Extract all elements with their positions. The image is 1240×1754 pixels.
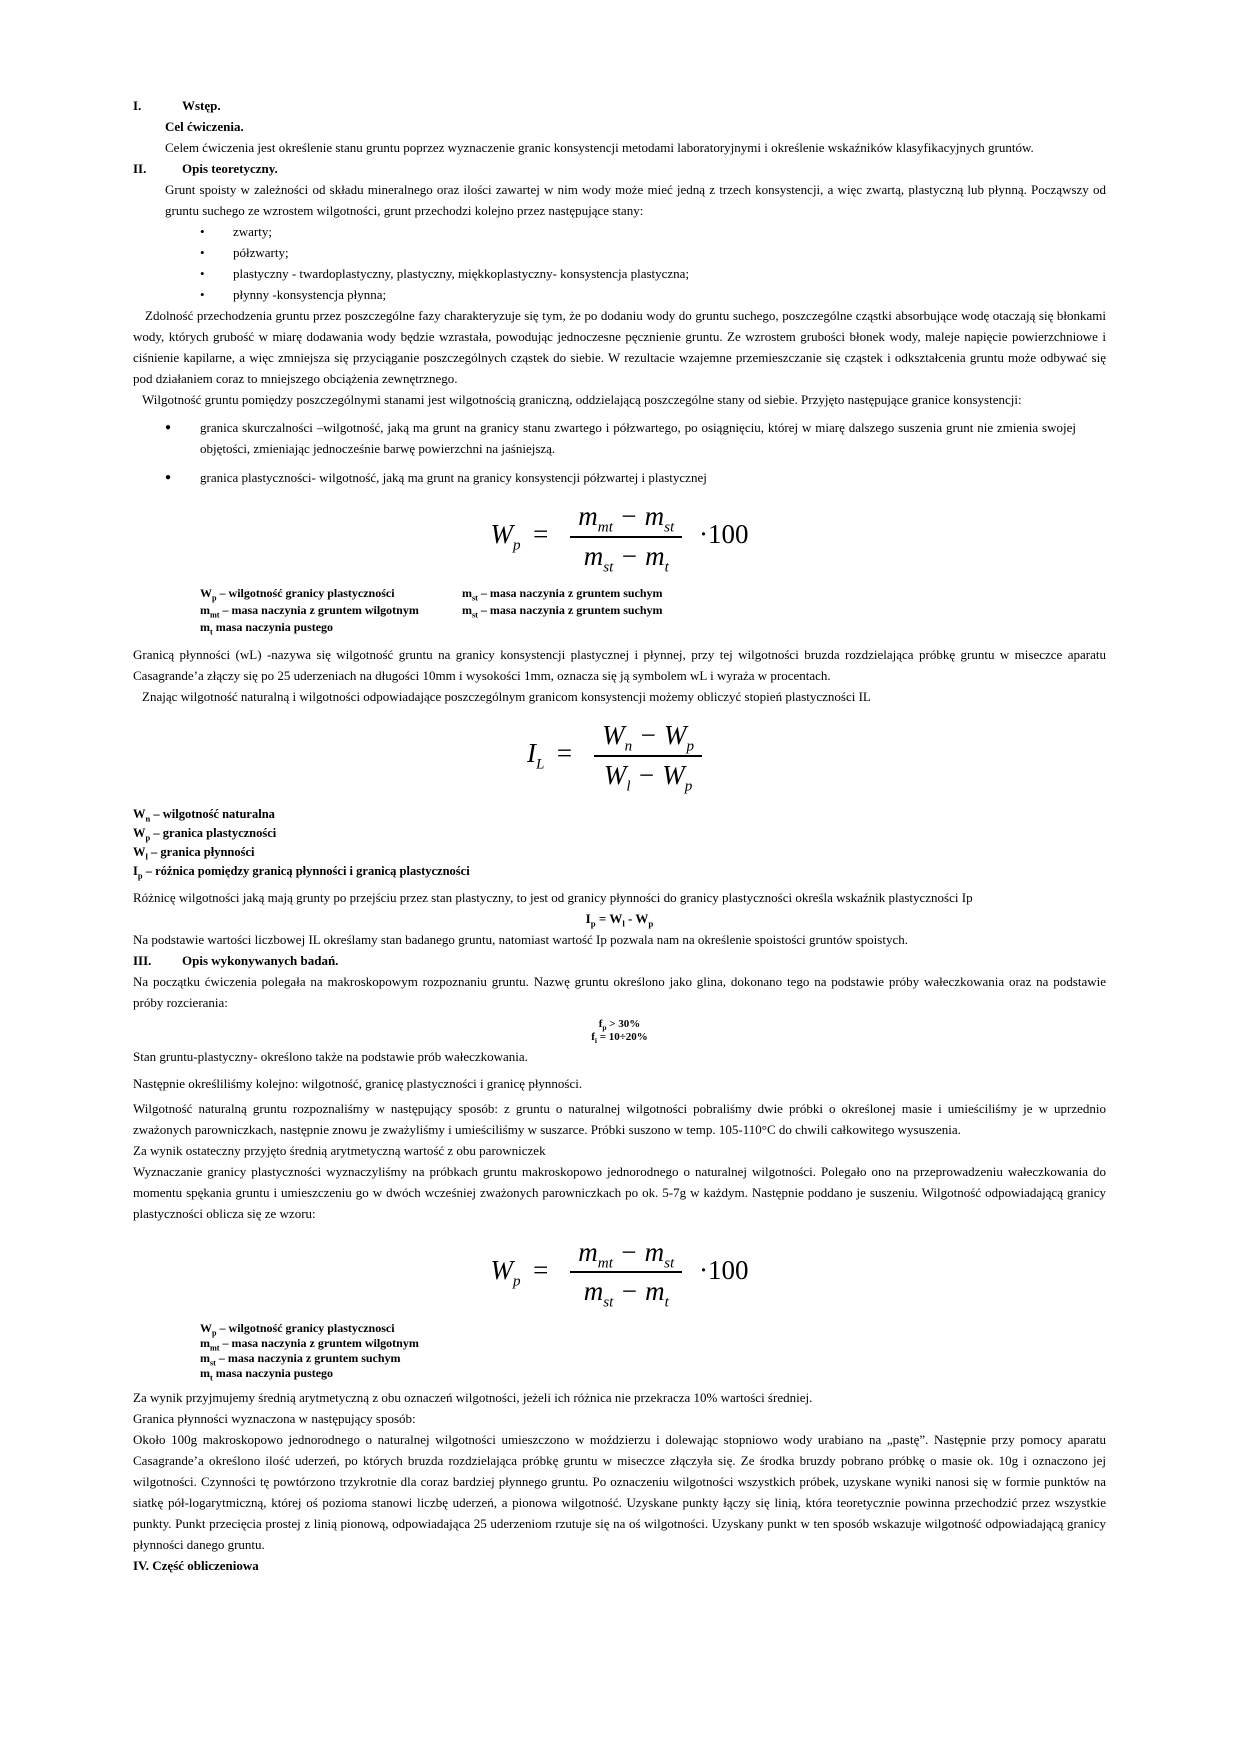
il-definitions bbox=[133, 805, 1106, 881]
equals-sign: = bbox=[555, 738, 574, 769]
paragraph-intro: Celem ćwiczenia jest określenie stanu gruntu poprzez wyznaczenie granic konsystencji metodami laboratoryjnymi i określenie wskaźników klasyfikacyjnych gruntów. bbox=[165, 140, 1034, 155]
paragraph-liquid-limit: Granicą płynności (wL) -nazywa się wilgotność gruntu na granicy konsystencji plastycznej i płynnej, przy tej wilgotności bruzda rozdzielająca próbkę gruntu w miseczce aparatu Casagrande’a złączy się po 25 uderzeniach na długości 10mm i wysokości 1mm, oznacza się ją symbolem wL i wyraża w procentach. bbox=[133, 647, 1106, 684]
math-lhs: $W_p$ bbox=[490, 518, 521, 554]
numerator: $W_n - W_p$ bbox=[594, 721, 702, 757]
list-item-state: • półzwarty; bbox=[233, 242, 1106, 263]
paragraph-research-9: Około 100g makroskopowo jednorodnego o naturalnej wilgotności umieszczono w moździerzu i dolewając stopniowo wody urabiano na „pastę”. Następnie przy pomocy aparatu Casagrande’a określono ilość uderzeń, po których bruzda rozdzielająca próbkę gruntu w miseczce złączyła się. Ze środka bruzdy pobrano próbkę o masie ok. 10g i oznaczono jej wilgotności. Czynności tę powtórzono trzykrotnie dla coraz bardziej płynnego gruntu. Po oznaczeniu wilgotności wszystkich próbek, uzyskane wyniki nanosi się w formie punktów na siatkę pół-logarytmiczną, której oś pozioma stanowi liczbę uderzeń, a pionowa wilgotność. Uzyskane punkty łączy się linią, która teoretycznie powinna przechodzić przez wszystkie punkty. Punkt przecięcia prostej z linią pionową, odpowiadająca 25 uderzeniom rzutuje się na oś wilgotności. Uzyskany punkt w ten sposób wskazuje wilgotność odpowiadającą granicy płynności danego gruntu. bbox=[133, 1432, 1106, 1553]
paragraph-research-8: Granica płynności wyznaczona w następujący sposób: bbox=[133, 1411, 416, 1427]
fraction bbox=[570, 1236, 682, 1311]
multiplier: ·100 bbox=[698, 518, 749, 549]
definition-row bbox=[200, 602, 1106, 619]
denominator: $m_{st} - m_t$ bbox=[583, 540, 669, 576]
math-lhs: $I_L$ bbox=[527, 738, 545, 773]
equals-sign: = bbox=[531, 518, 550, 549]
numerator: $m_{mt} - m_{st}$ bbox=[570, 502, 682, 538]
rolling-test-criteria bbox=[133, 1018, 1106, 1044]
definition-item: $I_p$ – różnica pomiędzy granicą płynności i granicą plastyczności bbox=[133, 863, 470, 881]
definition-item: $m_{st}$ – masa naczynia z gruntem suchym bbox=[462, 603, 663, 620]
list-item-limit: ● granica plastyczności- wilgotność, jaką ma grunt na granicy konsystencji półzwartej i plastycznej bbox=[200, 467, 1106, 488]
section-title: IV. Część obliczeniowa bbox=[133, 1558, 259, 1574]
paragraph-theory-3: Wilgotność gruntu pomiędzy poszczególnymi stanami jest wilgotnością graniczną, oddzielającą poszczególne stany od siebie. Przyjęto następujące granice konsystencji: bbox=[142, 392, 1022, 407]
definition-row bbox=[200, 619, 1106, 636]
paragraph-research-3: Następnie określiliśmy kolejno: wilgotność, granicę plastyczności i granicę płynności. bbox=[133, 1075, 583, 1091]
section-heading-2 bbox=[133, 158, 1106, 179]
paragraph-theory-1: Grunt spoisty w zależności od składu mineralnego oraz ilości zawartej w nim wody może mieć jedną z trzech konsystencji, a więc zwartą, plastyczną lub płynną. Począwszy od gruntu suchego ze wzrostem wilgotności, grunt przechodzi kolejno przez następujące stany: bbox=[165, 182, 1106, 218]
paragraph-il-interpretation: Na podstawie wartości liczbowej IL określamy stan badanego gruntu, natomiast wartość Ip pozwala nam na określenie spoistości gruntów spoistych. bbox=[133, 931, 908, 947]
fraction bbox=[594, 720, 702, 795]
definition-item: $W_n$ – wilgotność naturalna bbox=[133, 806, 275, 824]
fraction bbox=[570, 501, 682, 576]
wp2-definitions bbox=[200, 1321, 1106, 1381]
paragraph-plasticity-index: Różnicę wilgotności jaką mają grunty po przejściu przez stan plastyczny, to jest od granicy płynności do granicy plastyczności określa wskaźnik plastyczności Ip bbox=[133, 889, 973, 905]
criterion-line: $f_p > 30\%$ bbox=[598, 1017, 641, 1032]
section-heading-3 bbox=[133, 950, 1106, 971]
subheading-cel-cwiczenia: Cel ćwiczenia. bbox=[165, 119, 244, 134]
equation-plasticity-index: $I_p = W_l - W_p$ bbox=[585, 910, 654, 929]
section-number: I. bbox=[133, 98, 142, 113]
list-item-limit: ● granica skurczalności –wilgotność, jaką ma grunt na granicy stanu zwartego i półzwartego, po osiągnięciu, której w miarę dalszego suszenia grunt nie zmienia swojej objętości, zmieniając jednocześnie barwę powierzchni na jaśniejszą. bbox=[200, 417, 1106, 459]
section-heading-4 bbox=[133, 1555, 1106, 1576]
paragraph-research-6: Wyznaczanie granicy plastyczności wyznaczyliśmy na próbkach gruntu makroskopowo jednorodnego o naturalnej wilgotności. Polegało ono na przeprowadzeniu wałeczkowania do momentu spękania gruntu i umieszczeniu go w dwóch wcześniej zważonych parowniczkach po ok. 5-7g w każdym. Następnie poddano je suszeniu. Wilgotność odpowiadającą granicy plastyczności oblicza się ze wzoru: bbox=[133, 1163, 1106, 1221]
denominator: $m_{st} - m_t$ bbox=[583, 1276, 669, 1311]
definition-item: $m_{st}$ – masa naczynia z gruntem suchym bbox=[200, 1351, 401, 1368]
section-number: II. bbox=[133, 161, 147, 176]
math-lhs: $W_p$ bbox=[490, 1254, 521, 1290]
paragraph-research-4: Wilgotność naturalną gruntu rozpoznaliśmy w następujący sposób: z gruntu o naturalnej wilgotności pobraliśmy dwie próbki o określonej masie i umieściliśmy je w uprzednio zważonych parowniczkach, następnie znowu je zważyliśmy i umieściliśmy w suszarce. Próbki suszono w temp. 105-110°C do chwili całkowitego wysuszenia. bbox=[133, 1100, 1106, 1137]
paragraph-research-1: Na początku ćwiczenia polegała na makroskopowym rozpoznaniu gruntu. Nazwę gruntu określono jako glina, dokonano tego na podstawie próby wałeczkowania oraz na podstawie próby rozcierania: bbox=[133, 973, 1106, 1010]
multiplier: ·100 bbox=[698, 1254, 749, 1285]
list-item-state: • plastyczny - twardoplastyczny, plastyczny, miękkoplastyczny- konsystencja plastyczna; bbox=[233, 263, 1106, 284]
section-title: Wstęp. bbox=[182, 98, 221, 113]
paragraph-theory-2: Zdolność przechodzenia gruntu przez poszczególne fazy charakteryzuje się tym, że po dodaniu wody do gruntu suchego, poszczególne cząstki absorbujące wodę otaczają się błonkami wody, których grubość w miarę dodawania wody będzie wzrastała, powodując jednoczesne pęcznienie gruntu. Ze wzrostem grubości błonek wody, maleje napięcie powierzchniowe i ciśnienie kapilarne, a więc zmniejsza się przyciąganie poszczególnych cząstek do siebie. W rezultacie wzajemne przemieszczanie się cząstek i odkształcenia gruntu może odbywać się pod działaniem coraz to mniejszego obciążenia zewnętrznego. bbox=[133, 308, 1106, 386]
definition-item: $m_t$ masa naczynia pustego bbox=[200, 620, 334, 637]
definition-item: $W_l$ – granica płynności bbox=[133, 844, 255, 862]
equals-sign: = bbox=[531, 1254, 550, 1285]
soil-states-list bbox=[133, 221, 1106, 305]
definition-item: $W_p$ – wilgotność granicy plastyczności bbox=[200, 586, 395, 603]
definition-row bbox=[200, 585, 1106, 602]
criterion-line: $f_i = 10\div 20\%$ bbox=[591, 1030, 648, 1045]
denominator: $W_l - W_p$ bbox=[603, 760, 693, 795]
definition-item: $m_{st}$ – masa naczynia z gruntem suchym bbox=[462, 586, 663, 603]
definition-item: $W_p$ – wilgotność granicy plastycznosci bbox=[200, 1321, 395, 1338]
definition-item: $m_{mt}$ – masa naczynia z gruntem wilgotnym bbox=[200, 1336, 419, 1353]
numerator: $m_{mt} - m_{st}$ bbox=[570, 1238, 682, 1274]
definition-item: $m_t$ masa naczynia pustego bbox=[200, 1366, 334, 1383]
section-title: Opis wykonywanych badań. bbox=[182, 952, 339, 968]
formula-plastic-limit-2 bbox=[133, 1236, 1106, 1311]
list-item-state: • płynny -konsystencja płynna; bbox=[233, 284, 1106, 305]
section-title: Opis teoretyczny. bbox=[182, 161, 278, 176]
formula-plastic-limit bbox=[133, 501, 1106, 576]
wp-definitions bbox=[200, 585, 1106, 636]
paragraph-research-2: Stan gruntu-plastyczny- określono także na podstawie prób wałeczkowania. bbox=[133, 1048, 528, 1064]
paragraph-research-7: Za wynik przyjmujemy średnią arytmetyczną z obu oznaczeń wilgotności, jeżeli ich różnica nie przekracza 10% wartości średniej. bbox=[133, 1390, 813, 1406]
consistency-limits-list bbox=[133, 417, 1106, 488]
section-heading-1 bbox=[133, 95, 1106, 116]
paragraph-plasticity-degree: Znając wilgotność naturalną i wilgotności odpowiadające poszczególnym granicom konsystencji możemy obliczyć stopień plastyczności IL bbox=[142, 689, 871, 705]
list-item-state: • zwarty; bbox=[233, 221, 1106, 242]
formula-liquidity-index bbox=[133, 720, 1106, 795]
paragraph-research-5: Za wynik ostateczny przyjęto średnią arytmetyczną wartość z obu parowniczek bbox=[133, 1142, 546, 1158]
definition-item: $W_p$ – granica plastyczności bbox=[133, 825, 277, 843]
definition-item: $m_{mt}$ – masa naczynia z gruntem wilgotnym bbox=[200, 603, 419, 620]
section-number: III. bbox=[133, 952, 152, 968]
